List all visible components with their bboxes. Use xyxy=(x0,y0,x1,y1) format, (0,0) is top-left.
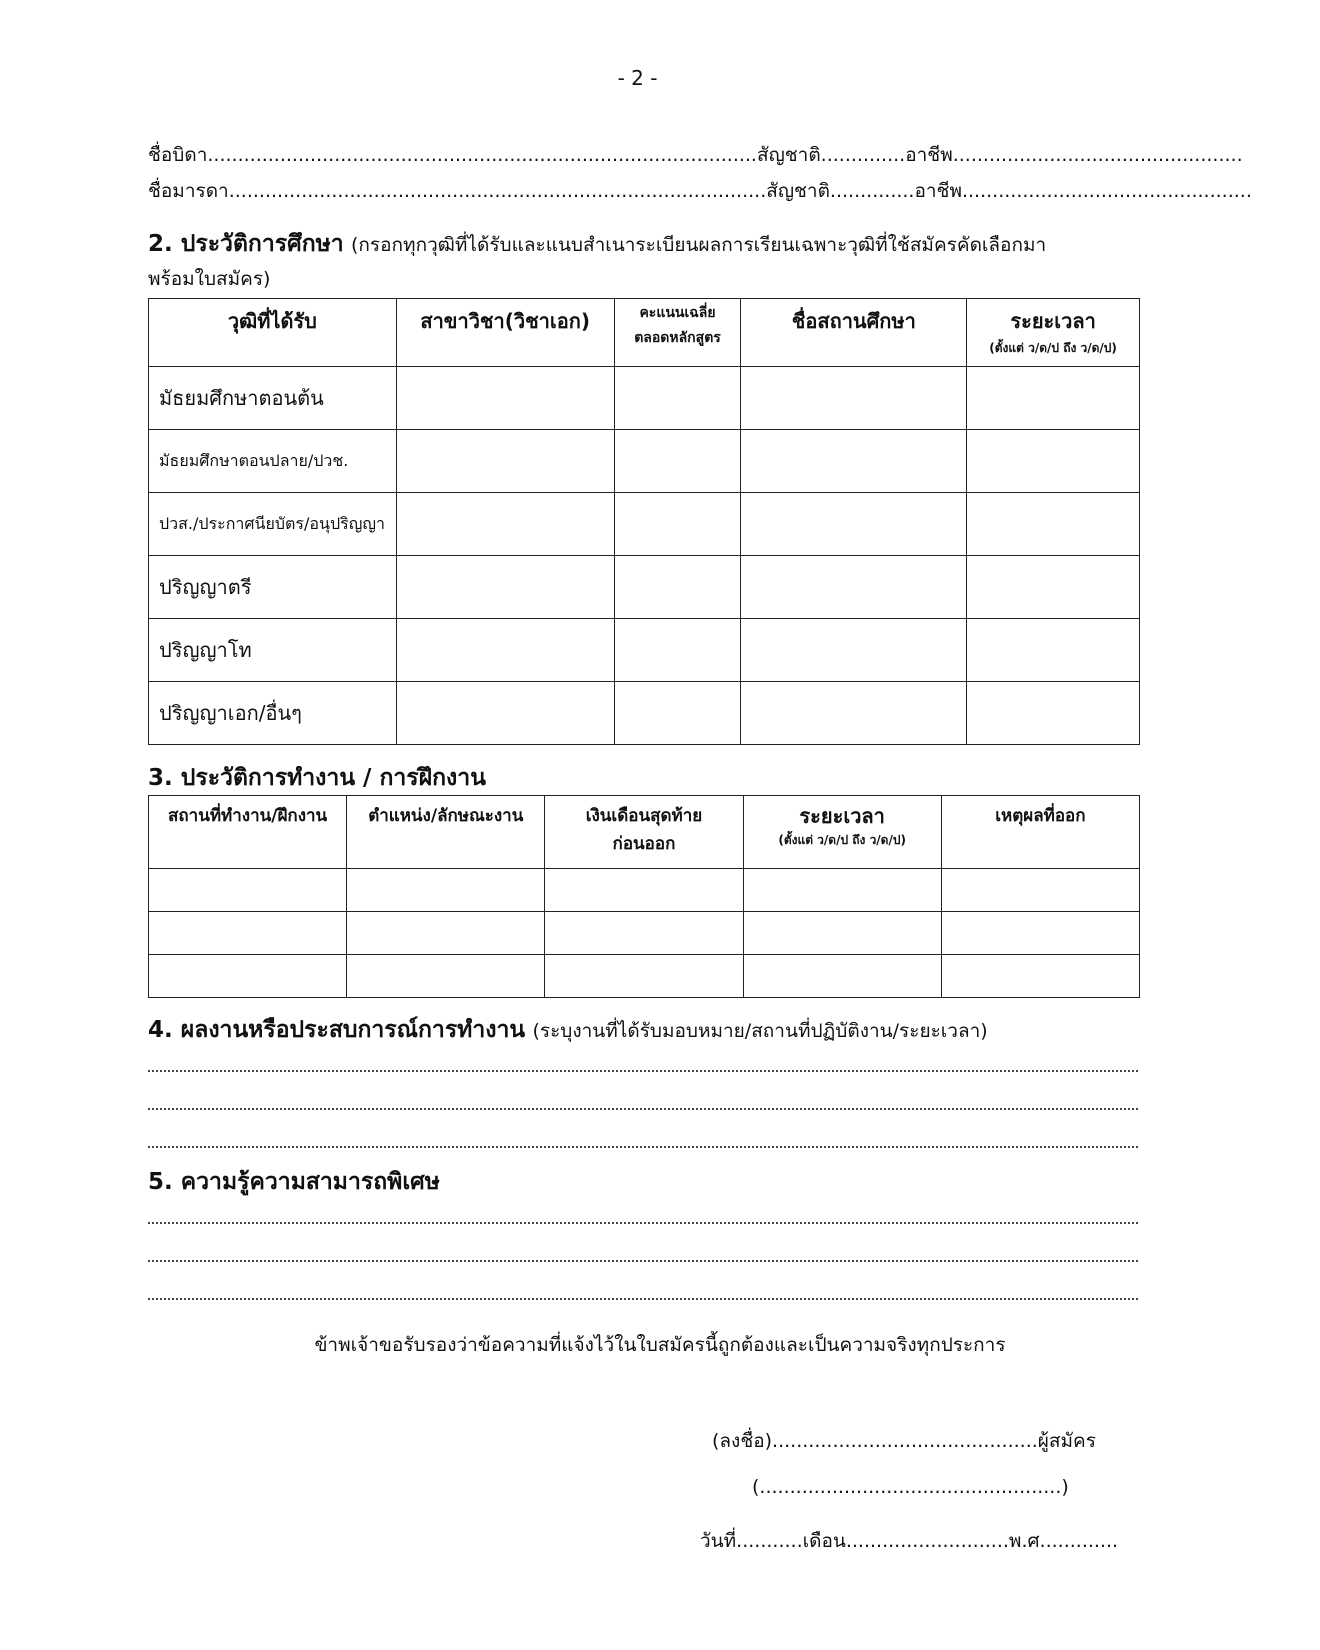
table-row xyxy=(149,619,1140,682)
period-cell[interactable] xyxy=(967,619,1140,682)
period-cell[interactable] xyxy=(967,556,1140,619)
header-gpa xyxy=(614,299,741,367)
period-cell[interactable] xyxy=(967,493,1140,556)
institution-cell[interactable] xyxy=(741,430,967,493)
skills-heading-title: 5. ความรู้ความสามารถพิเศษ xyxy=(148,1169,440,1195)
header-reason: เหตุผลที่ออก xyxy=(941,796,1139,869)
header-salary-line1: เงินเดือนสุดท้าย xyxy=(585,806,703,826)
level-bachelor: ปริญญาตรี xyxy=(149,556,397,619)
place-cell[interactable] xyxy=(149,869,347,912)
period-cell[interactable] xyxy=(967,430,1140,493)
education-table xyxy=(148,298,1140,745)
gpa-cell[interactable] xyxy=(614,493,741,556)
work-header-row xyxy=(149,796,1140,869)
table-row xyxy=(149,493,1140,556)
skills-line-3[interactable] xyxy=(148,1298,1138,1300)
level-lower-secondary: มัธยมศึกษาตอนต้น xyxy=(149,367,397,430)
experience-line-2[interactable] xyxy=(148,1108,1138,1110)
date-line[interactable]: วันที่...........เดือน...........................พ.ศ............. xyxy=(700,1530,1119,1552)
level-diploma: ปวส./ประกาศนียบัตร/อนุปริญญา xyxy=(149,493,397,556)
header-place: สถานที่ทำงาน/ฝึกงาน xyxy=(149,796,347,869)
position-cell[interactable] xyxy=(347,912,545,955)
experience-heading-note: (ระบุงานที่ได้รับมอบหมาย/สถานที่ปฏิบัติงาน/ระยะเวลา) xyxy=(532,1020,988,1042)
header-work-period-label: ระยะเวลา xyxy=(799,804,885,828)
signature-line[interactable]: (ลงชื่อ)............................................ผู้สมัคร xyxy=(712,1430,1096,1452)
experience-heading-title: 4. ผลงานหรือประสบการณ์การทำงาน xyxy=(148,1017,526,1043)
major-cell[interactable] xyxy=(396,367,614,430)
position-cell[interactable] xyxy=(347,869,545,912)
gpa-cell[interactable] xyxy=(614,619,741,682)
father-line[interactable]: ชื่อบิดา...........................................................................................สัญชาติ..............อาชีพ................................................ xyxy=(148,144,1243,166)
mother-line[interactable]: ชื่อมารดา.........................................................................................สัญชาติ..............อาชีพ................................................ xyxy=(148,180,1252,202)
table-row xyxy=(149,430,1140,493)
institution-cell[interactable] xyxy=(741,367,967,430)
place-cell[interactable] xyxy=(149,912,347,955)
period-cell[interactable] xyxy=(743,912,941,955)
printed-name-line[interactable]: (..................................................) xyxy=(752,1476,1069,1498)
gpa-cell[interactable] xyxy=(614,556,741,619)
major-cell[interactable] xyxy=(396,430,614,493)
header-gpa-line2: ตลอดหลักสูตร xyxy=(634,330,721,346)
gpa-cell[interactable] xyxy=(614,367,741,430)
work-heading-title: 3. ประวัติการทำงาน / การฝึกงาน xyxy=(148,765,486,791)
experience-heading xyxy=(148,1012,988,1048)
experience-line-1[interactable] xyxy=(148,1070,1138,1072)
period-cell[interactable] xyxy=(967,682,1140,745)
level-doctorate: ปริญญาเอก/อื่นๆ xyxy=(149,682,397,745)
table-row xyxy=(149,682,1140,745)
level-upper-secondary: มัธยมศึกษาตอนปลาย/ปวช. xyxy=(149,430,397,493)
position-cell[interactable] xyxy=(347,955,545,998)
reason-cell[interactable] xyxy=(941,869,1139,912)
header-degree: วุฒิที่ได้รับ xyxy=(149,299,397,367)
table-row xyxy=(149,955,1140,998)
institution-cell[interactable] xyxy=(741,556,967,619)
gpa-cell[interactable] xyxy=(614,430,741,493)
certification-statement: ข้าพเจ้าขอรับรองว่าข้อความที่แจ้งไว้ในใบสมัครนี้ถูกต้องและเป็นความจริงทุกประการ xyxy=(314,1334,1006,1356)
period-cell[interactable] xyxy=(967,367,1140,430)
header-position: ตำแหน่ง/ลักษณะงาน xyxy=(347,796,545,869)
period-cell[interactable] xyxy=(743,869,941,912)
table-row xyxy=(149,912,1140,955)
education-note-continued: พร้อมใบสมัคร) xyxy=(148,268,271,290)
major-cell[interactable] xyxy=(396,682,614,745)
salary-cell[interactable] xyxy=(545,869,743,912)
header-period-label: ระยะเวลา xyxy=(1010,309,1096,333)
header-period xyxy=(967,299,1140,367)
salary-cell[interactable] xyxy=(545,912,743,955)
skills-line-1[interactable] xyxy=(148,1222,1138,1224)
header-work-period xyxy=(743,796,941,869)
skills-heading xyxy=(148,1164,440,1200)
header-salary xyxy=(545,796,743,869)
institution-cell[interactable] xyxy=(741,619,967,682)
education-heading-note: (กรอกทุกวุฒิที่ได้รับและแนบสำเนาระเบียนผลการเรียนเฉพาะวุฒิที่ใช้สมัครคัดเลือกมา xyxy=(351,234,1047,256)
table-row xyxy=(149,556,1140,619)
header-work-period-sub: (ตั้งแต่ ว/ด/ป ถึง ว/ด/ป) xyxy=(778,833,906,847)
gpa-cell[interactable] xyxy=(614,682,741,745)
institution-cell[interactable] xyxy=(741,682,967,745)
reason-cell[interactable] xyxy=(941,955,1139,998)
work-table xyxy=(148,795,1140,998)
table-row xyxy=(149,367,1140,430)
education-heading xyxy=(148,226,1046,262)
period-cell[interactable] xyxy=(743,955,941,998)
header-salary-line2: ก่อนออก xyxy=(612,834,676,854)
major-cell[interactable] xyxy=(396,556,614,619)
education-heading-title: 2. ประวัติการศึกษา xyxy=(148,231,344,257)
table-row xyxy=(149,869,1140,912)
institution-cell[interactable] xyxy=(741,493,967,556)
major-cell[interactable] xyxy=(396,493,614,556)
work-heading xyxy=(148,760,486,796)
major-cell[interactable] xyxy=(396,619,614,682)
place-cell[interactable] xyxy=(149,955,347,998)
header-gpa-line1: คะแนนเฉลี่ย xyxy=(639,305,716,321)
reason-cell[interactable] xyxy=(941,912,1139,955)
education-header-row xyxy=(149,299,1140,367)
header-major: สาขาวิชา(วิชาเอก) xyxy=(396,299,614,367)
experience-line-3[interactable] xyxy=(148,1146,1138,1148)
salary-cell[interactable] xyxy=(545,955,743,998)
page-number: - 2 - xyxy=(617,66,658,90)
skills-line-2[interactable] xyxy=(148,1260,1138,1262)
header-institution: ชื่อสถานศึกษา xyxy=(741,299,967,367)
header-period-sub: (ตั้งแต่ ว/ด/ป ถึง ว/ด/ป) xyxy=(989,341,1117,355)
level-master: ปริญญาโท xyxy=(149,619,397,682)
